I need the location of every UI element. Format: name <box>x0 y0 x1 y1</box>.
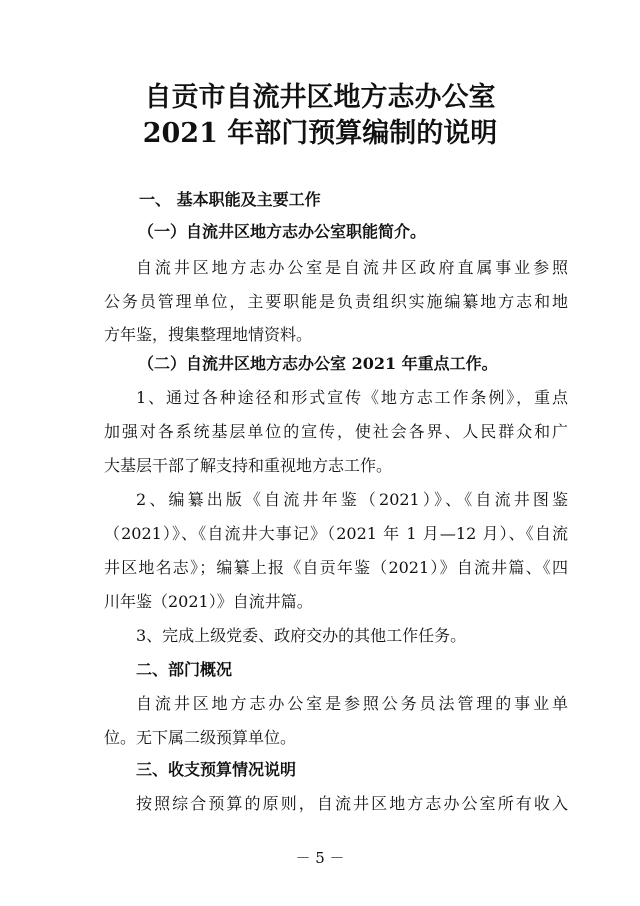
paragraph-line: 井区地名志》；编纂上报《自贡年鉴（2021）》自流井篇、《四 <box>104 558 568 577</box>
paragraph-line: 加强对各系统基层单位的宣传，使社会各界、人民群众和广 <box>104 422 568 441</box>
section-2-heading: 二、部门概况 <box>136 660 233 679</box>
page-title-line-2: 2021 年部门预算编制的说明 <box>142 118 498 149</box>
section-1-sub-2-heading: （二）自流井区地方志办公室 2021 年重点工作。 <box>138 354 498 373</box>
page-number: － 5 － <box>295 849 345 867</box>
section-1-sub-1-heading: （一）自流井区地方志办公室职能简介。 <box>138 222 427 241</box>
paragraph-line: 3、完成上级党委、政府交办的其他工作任务。 <box>136 626 467 645</box>
paragraph-line: 公务员管理单位，主要职能是负责组织实施编纂地方志和地 <box>104 292 568 311</box>
paragraph-line: 位。无下属二级预算单位。 <box>104 728 297 747</box>
paragraph-line: 自流井区地方志办公室是自流井区政府直属事业参照 <box>136 258 568 277</box>
paragraph-line: 1、通过各种途径和形式宣传《地方志工作条例》，重点 <box>136 388 568 407</box>
paragraph-line: （2021）》、《自流井大事记》（2021 年 1 月—12 月）、《自流 <box>104 524 568 543</box>
section-3-heading: 三、收支预算情况说明 <box>136 760 297 779</box>
section-1-heading: 一、 基本职能及主要工作 <box>139 190 321 209</box>
paragraph-line: 自流井区地方志办公室是参照公务员法管理的事业单 <box>136 694 568 713</box>
paragraph-line: 按照综合预算的原则，自流井区地方志办公室所有收入 <box>136 794 568 813</box>
paragraph-line: 川年鉴（2021）》自流井篇。 <box>104 592 313 611</box>
paragraph-line: 大基层干部了解支持和重视地方志工作。 <box>104 456 393 475</box>
paragraph-line: 方年鉴，搜集整理地情资料。 <box>104 325 313 344</box>
page-title-line-1: 自贡市自流井区地方志办公室 <box>144 82 496 113</box>
paragraph-line: 2、编纂出版《自流井年鉴（2021）》、《自流井图鉴 <box>136 490 568 509</box>
